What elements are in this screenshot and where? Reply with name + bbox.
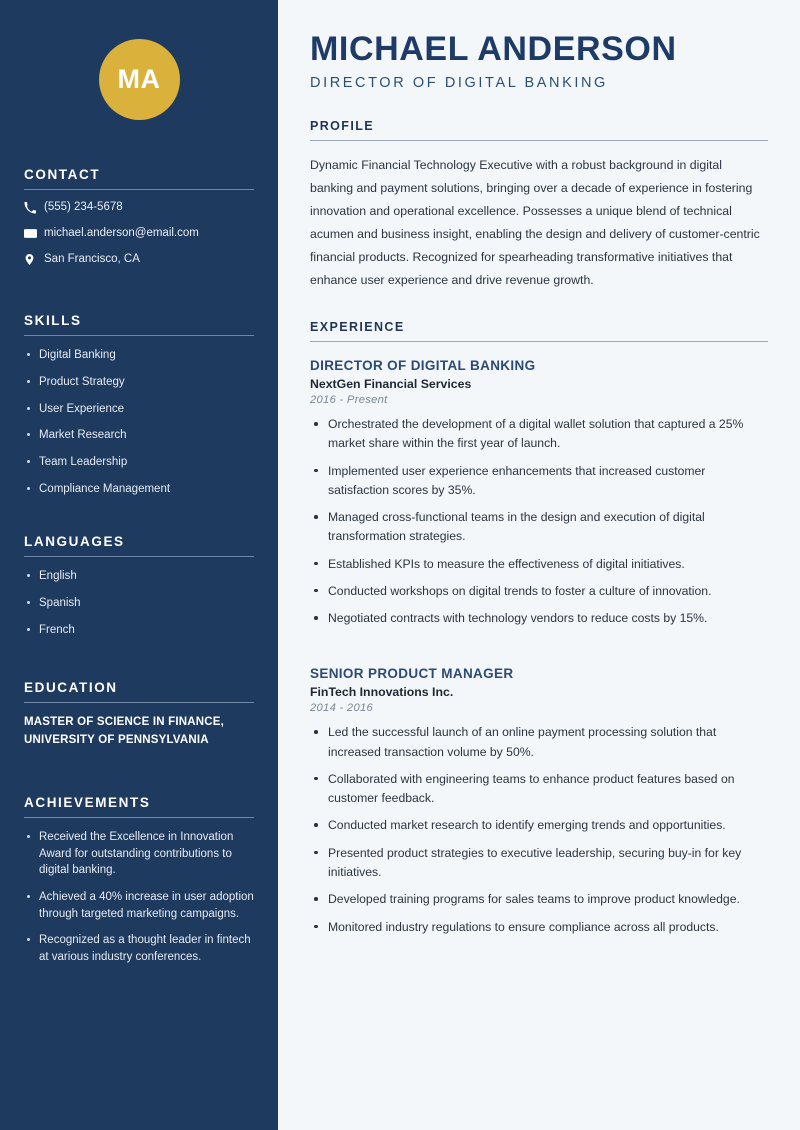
job-bullet-list: [310, 723, 768, 936]
spacer-above-skills: [24, 278, 254, 313]
job-title: DIRECTOR OF DIGITAL BANKING: [310, 358, 536, 373]
sidebar-content-gap: [278, 0, 288, 1130]
sidebar-section-achievements: [24, 795, 254, 966]
list-item: Orchestrated the development of a digital wallet solution that captured a 25% market share within the first year of launch.: [310, 415, 768, 454]
skills-heading-rule: [24, 335, 254, 336]
spacer-above-achievements: [24, 749, 254, 795]
job-company: NextGen Financial Services: [310, 377, 472, 391]
main-section-profile: [310, 119, 768, 292]
skills-list: [24, 347, 254, 497]
sidebar-section-education: [24, 680, 254, 749]
list-item: Spanish: [24, 595, 254, 612]
job-dates: 2014 - 2016: [310, 702, 374, 715]
experience-entry-0: [310, 358, 768, 628]
experience-heading: EXPERIENCE: [310, 320, 405, 334]
location-pin-icon: [24, 253, 44, 266]
list-item: Implemented user experience enhancements that increased customer satisfaction scores by 35%.: [310, 462, 768, 501]
achievements-list: [24, 829, 254, 966]
headline-subtitle: DIRECTOR OF DIGITAL BANKING: [310, 75, 608, 92]
profile-heading-rule: [310, 140, 768, 141]
sidebar-section-skills: [24, 313, 254, 497]
spacer-above-contact: [24, 120, 254, 167]
education-heading-rule: [24, 702, 254, 703]
contact-location-value: San Francisco, CA: [44, 252, 140, 265]
avatar: [99, 39, 180, 120]
list-item: Digital Banking: [24, 347, 254, 364]
list-item: Received the Excellence in Innovation Award for outstanding contributions to digital banking.: [24, 829, 254, 879]
list-item: Developed training programs for sales teams to improve product knowledge.: [310, 890, 768, 909]
job-title: SENIOR PRODUCT MANAGER: [310, 666, 514, 682]
contact-email-value: michael.anderson@email.com: [44, 226, 199, 239]
list-item: Conducted market research to identify emerging trends and opportunities.: [310, 816, 768, 835]
list-item: Recognized as a thought leader in fintech at various industry conferences.: [24, 932, 254, 965]
skills-heading: SKILLS: [24, 313, 82, 329]
education-entry: [24, 714, 254, 749]
sidebar: [0, 0, 278, 1130]
spacer-above-languages: [24, 507, 254, 534]
envelope-icon: [24, 227, 44, 240]
list-item: Collaborated with engineering teams to enhance product features based on customer feedback.: [310, 770, 768, 809]
languages-heading-rule: [24, 556, 254, 557]
contact-item-phone[interactable]: [24, 201, 254, 215]
languages-list: [24, 568, 254, 638]
list-item: User Experience: [24, 401, 254, 418]
main-section-experience: [310, 320, 768, 937]
list-item: Compliance Management: [24, 481, 254, 498]
job-company: FinTech Innovations Inc.: [310, 685, 454, 700]
list-item: Established KPIs to measure the effectiveness of digital initiatives.: [310, 555, 768, 574]
experience-heading-rule: [310, 341, 768, 342]
list-item: English: [24, 568, 254, 585]
list-item: Led the successful launch of an online payment processing solution that increased transaction volume by 50%.: [310, 723, 768, 762]
contact-heading: CONTACT: [24, 167, 101, 182]
contact-list: [24, 201, 254, 266]
main-content: [288, 0, 800, 1130]
sidebar-section-languages: [24, 534, 254, 638]
list-item: Achieved a 40% increase in user adoption through targeted marketing campaigns.: [24, 889, 254, 922]
list-item: Managed cross-functional teams in the design and execution of digital transformation strategies.: [310, 508, 768, 547]
experience-entry-gap: [310, 636, 768, 650]
job-dates: 2016 - Present: [310, 394, 388, 406]
phone-icon: [24, 202, 44, 214]
contact-item-email[interactable]: [24, 227, 254, 241]
spacer-above-education: [24, 648, 254, 680]
list-item: Negotiated contracts with technology vendors to reduce costs by 15%.: [310, 609, 768, 628]
languages-heading: LANGUAGES: [24, 534, 125, 550]
education-heading: EDUCATION: [24, 680, 118, 696]
list-item: Product Strategy: [24, 374, 254, 391]
page-title: MICHAEL ANDERSON: [310, 30, 677, 68]
contact-heading-rule: [24, 189, 254, 190]
sidebar-section-contact: [24, 167, 254, 266]
list-item: Team Leadership: [24, 454, 254, 471]
avatar-initials: MA: [117, 64, 161, 94]
job-bullet-list: [310, 415, 768, 628]
education-school: UNIVERSITY OF PENNSYLVANIA: [24, 733, 209, 746]
achievements-heading-rule: [24, 817, 254, 818]
education-degree: MASTER OF SCIENCE IN FINANCE,: [24, 716, 225, 729]
list-item: Conducted workshops on digital trends to foster a culture of innovation.: [310, 582, 768, 601]
profile-text: Dynamic Financial Technology Executive with a robust background in digital banking and payment solutions, bringing over a decade of experience in fostering innovation and operational excellence. Possesses a unique blend of technical acumen and business insight, enabling the design and delivery of customer-centric financial products. Recognized for spearheading transformative initiatives that enhance user experience and drive revenue growth.: [310, 158, 760, 288]
experience-entry-1: [310, 666, 768, 936]
contact-item-location[interactable]: [24, 253, 254, 267]
achievements-heading: ACHIEVEMENTS: [24, 794, 151, 810]
list-item: Presented product strategies to executive leadership, securing buy-in for key initiatives.: [310, 844, 768, 883]
profile-heading: PROFILE: [310, 119, 374, 134]
list-item: Monitored industry regulations to ensure compliance across all products.: [310, 918, 768, 937]
contact-phone-value: (555) 234-5678: [44, 201, 123, 213]
list-item: French: [24, 622, 254, 639]
avatar-container: [24, 0, 254, 120]
list-item: Market Research: [24, 427, 254, 444]
